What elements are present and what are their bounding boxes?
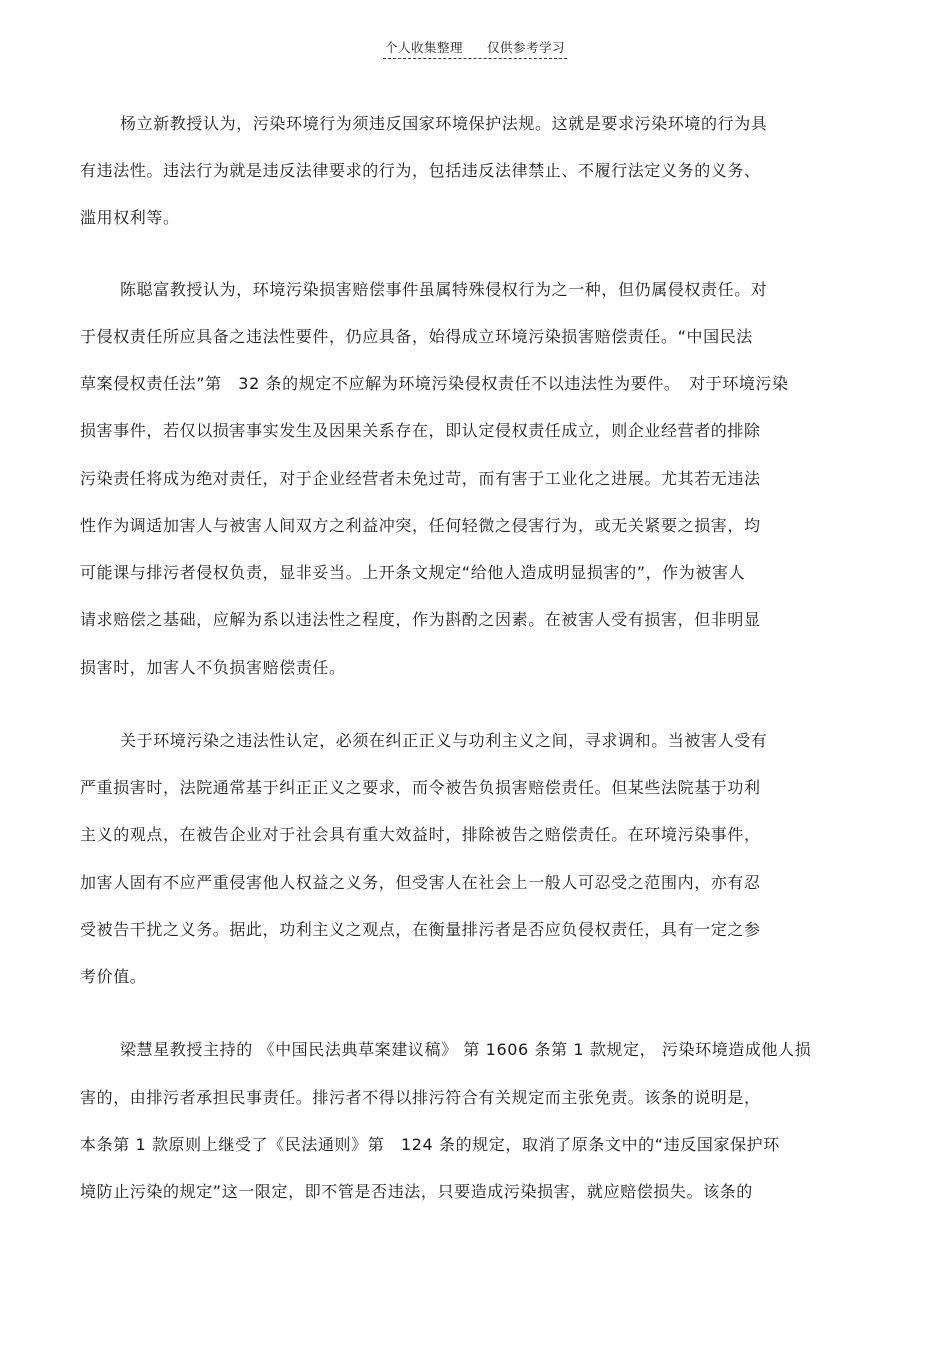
paragraph-2-line-1: 陈聪富教授认为，环境污染损害赔偿事件虽属特殊侵权行为之一种，但仍属侵权责任。对 <box>120 280 768 299</box>
paragraph-2-line-3: 草案侵权责任法”第 32 条的规定不应解为环境污染侵权责任不以违法性为要件。 对于环境污染 <box>80 374 789 393</box>
paragraph-2-line-5: 污染责任将成为绝对责任，对于企业经营者未免过苛，而有害于工业化之进展。尤其若无违法 <box>80 469 761 488</box>
header-left-text: 个人收集整理 <box>384 40 463 55</box>
paragraph-2-line-7: 可能课与排污者侵权负责，显非妥当。上开条文规定“给他人造成明显损害的”，作为被害人 <box>80 563 746 582</box>
paragraph-4-line-2: 害的，由排污者承担民事责任。排污者不得以排污符合有关规定而主张免责。该条的说明是， <box>80 1088 761 1107</box>
paragraph-3-line-1: 关于环境污染之违法性认定，必须在纠正正义与功利主义之间，寻求调和。当被害人受有 <box>120 731 768 750</box>
paragraph-4-line-1: 梁慧星教授主持的 《中国民法典草案建议稿》 第 1606 条第 1 款规定， 污染环境造成他人损 <box>120 1040 812 1059</box>
paragraph-3-line-6: 考价值。 <box>80 967 147 986</box>
paragraph-3-line-4: 加害人固有不应严重侵害他人权益之义务，但受害人在社会上一般人可忍受之范围内，亦有忍 <box>80 873 761 892</box>
paragraph-3-line-5: 受被告干扰之义务。据此，功利主义之观点，在衡量排污者是否应负侵权责任，具有一定之参 <box>80 920 761 939</box>
paragraph-2-line-9: 损害时，加害人不负损害赔偿责任。 <box>80 658 346 677</box>
header-right-text: 仅供参考学习 <box>487 40 566 55</box>
paragraph-4-line-4: 境防止污染的规定”这一限定，即不管是否违法，只要造成污染损害，就应赔偿损失。该条的 <box>80 1182 753 1201</box>
paragraph-2-line-4: 损害事件，若仅以损害事实发生及因果关系存在，即认定侵权责任成立，则企业经营者的排除 <box>80 421 761 440</box>
paragraph-4-line-3: 本条第 1 款原则上继受了《民法通则》第 124 条的规定，取消了原条文中的“违反国家保护环 <box>80 1135 780 1154</box>
paragraph-1-line-3: 滥用权利等。 <box>80 208 180 227</box>
paragraph-2-line-2: 于侵权责任所应具备之违法性要件，仍应具备，始得成立环境污染损害赔偿责任。“中国民法 <box>80 327 753 346</box>
paragraph-1-line-1: 杨立新教授认为，污染环境行为须违反国家环境保护法规。这就是要求污染环境的行为具 <box>120 114 768 133</box>
paragraph-1-line-2: 有违法性。违法行为就是违反法律要求的行为，包括违反法律禁止、不履行法定义务的义务、 <box>80 161 761 180</box>
page-header <box>0 38 950 59</box>
paragraph-3-line-3: 主义的观点，在被告企业对于社会具有重大效益时，排除被告之赔偿责任。在环境污染事件， <box>80 825 761 844</box>
header-watermark <box>383 38 567 59</box>
paragraph-2-line-6: 性作为调适加害人与被害人间双方之利益冲突，任何轻微之侵害行为，或无关紧要之损害，均 <box>80 516 761 535</box>
paragraph-3-line-2: 严重损害时，法院通常基于纠正正义之要求，而令被告负损害赔偿责任。但某些法院基于功利 <box>80 778 761 797</box>
paragraph-2-line-8: 请求赔偿之基础，应解为系以违法性之程度，作为斟酌之因素。在被害人受有损害，但非明显 <box>80 610 761 629</box>
